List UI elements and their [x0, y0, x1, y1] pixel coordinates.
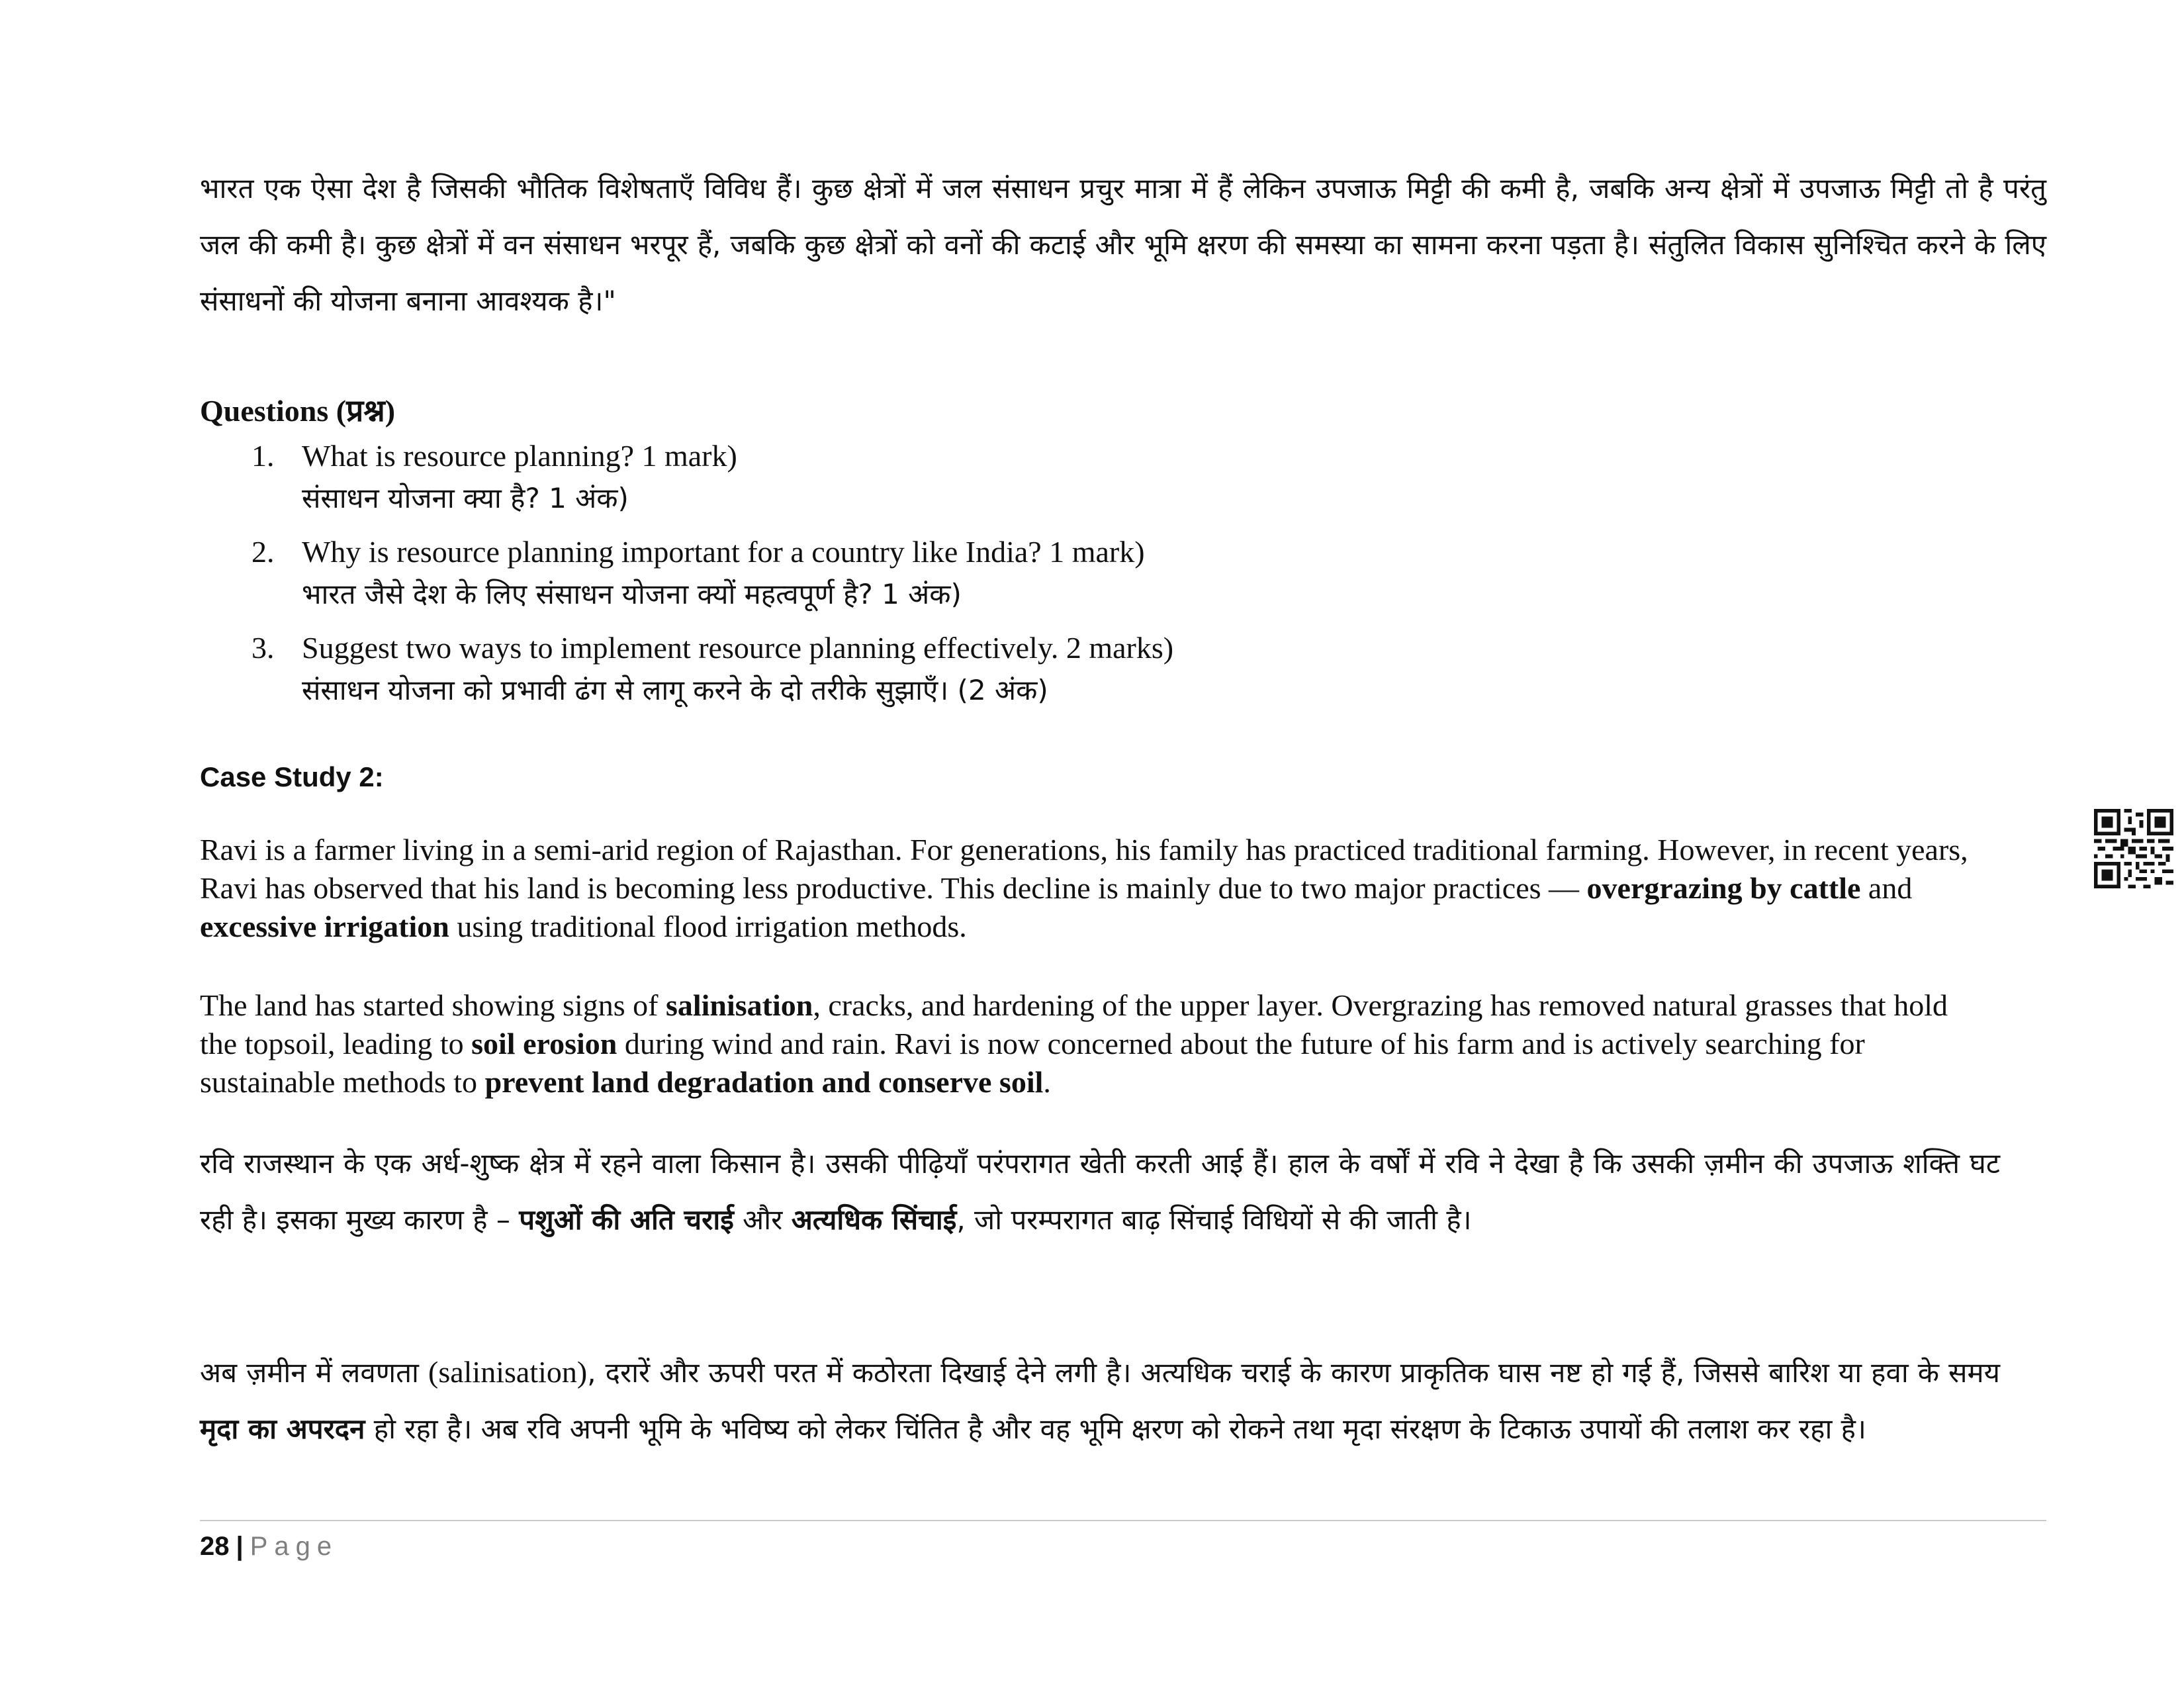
bold-run: soil erosion	[471, 1027, 617, 1060]
text-run: , cracks, and hardening of the upper layer. Overgrazing has removed natural grasses that hold the topsoil, leading to	[200, 988, 1948, 1060]
questions-heading-close: )	[385, 394, 396, 428]
bold-run: अत्यधिक सिंचाई	[791, 1203, 957, 1236]
case-study-paragraph-hi-1	[200, 1135, 2000, 1248]
question-hi-text: भारत जैसे देश के लिए संसाधन योजना क्यों महत्वपूर्ण है?	[302, 578, 873, 610]
footer-divider	[200, 1520, 2046, 1521]
questions-list	[251, 437, 1173, 725]
text-run: , जो परम्परागत बाढ़ सिंचाई विधियों से की जाती है।	[956, 1203, 1472, 1236]
questions-heading-en: Questions (	[200, 394, 347, 428]
page-number: 28	[200, 1532, 230, 1561]
question-text-en: Why is resource planning important for a country like India? 1 mark)	[302, 535, 1145, 569]
text-run: रवि राजस्थान के एक अर्ध-शुष्क क्षेत्र में रहने वाला किसान है। उसकी पीढ़ियाँ परंपरागत खेती करती आई हैं। हाल के वर्षों में रवि ने देखा है कि उसकी ज़मीन की उपजाऊ शक्ति घट रही है। इसका मुख्य कारण है –	[200, 1147, 2000, 1236]
bold-run: prevent land degradation and conserve soil	[484, 1065, 1044, 1099]
question-item	[251, 629, 1173, 714]
questions-heading-hi: प्रश्न	[346, 393, 385, 428]
questions-heading	[200, 391, 395, 431]
question-item	[251, 437, 1173, 522]
page-separator: |	[236, 1532, 244, 1561]
text-run: .	[1043, 1065, 1051, 1099]
question-number: 1.	[251, 439, 275, 473]
question-text-en: Suggest two ways to implement resource planning effectively. 2 marks)	[302, 631, 1174, 665]
question-hi-text: संसाधन योजना को प्रभावी ढंग से लागू करने के दो तरीके सुझाएँ।	[302, 674, 949, 706]
question-hi-mark: 1 अंक)	[872, 578, 962, 610]
question-text-hi	[302, 667, 1173, 714]
text-run: और	[733, 1203, 792, 1236]
case-study-heading: Case Study 2:	[200, 761, 384, 792]
case-study-paragraph-en-1	[200, 831, 1987, 946]
qr-code-icon	[2094, 809, 2173, 888]
question-hi-mark: 1 अंक)	[539, 482, 629, 514]
question-number: 3.	[251, 631, 275, 665]
text-run: हो रहा है। अब रवि अपनी भूमि के भविष्य को लेकर चिंतित है और वह भूमि क्षरण को रोकने तथा मृदा संरक्षण के टिकाऊ उपायों की तलाश कर रहा है।	[365, 1413, 1866, 1445]
page-label: Page	[250, 1532, 339, 1561]
text-run: during wind and rain. Ravi is now concerned about the future of his farm and is actively searching for sustainable methods to	[200, 1027, 1865, 1099]
question-number: 2.	[251, 535, 275, 569]
text-run: using traditional flood irrigation methods.	[449, 910, 967, 943]
bold-run: salinisation	[665, 988, 813, 1022]
bold-run: overgrazing by cattle	[1586, 871, 1861, 905]
question-text-hi	[302, 475, 1173, 522]
question-item	[251, 533, 1173, 618]
text-run: Ravi is a farmer living in a semi-arid region of Rajasthan. For generations, his family has practiced traditional farming. However, in recent years, Ravi has observed that his land is becoming less productive. This decline is mainly due to two major practices —	[200, 833, 1968, 905]
english-run: (salinisation)	[428, 1355, 588, 1389]
question-hi-text: संसाधन योजना क्या है?	[302, 482, 540, 514]
case-study-paragraph-en-2	[200, 986, 1987, 1102]
text-run: The land has started showing signs of	[200, 988, 666, 1022]
question-text-hi	[302, 571, 1173, 618]
intro-paragraph: भारत एक ऐसा देश है जिसकी भौतिक विशेषताएँ विविध हैं। कुछ क्षेत्रों में जल संसाधन प्रचुर मात्रा में हैं लेकिन उपजाऊ मिट्टी की कमी है, जबकि अन्य क्षेत्रों में उपजाऊ मिट्टी तो है परंतु जल की कमी है। कुछ क्षेत्रों में वन संसाधन भरपूर हैं, जबकि कुछ क्षेत्रों को वनों की कटाई और भूमि क्षरण की समस्या का सामना करना पड़ता है। संतुलित विकास सुनिश्चित करने के लिए संसाधनों की योजना बनाना आवश्यक है।"	[200, 172, 2046, 317]
page-footer	[200, 1528, 338, 1565]
case-study-paragraph-hi-2	[200, 1344, 2000, 1457]
question-text-en: What is resource planning? 1 mark)	[302, 439, 737, 473]
bold-run: excessive irrigation	[200, 910, 449, 943]
text-run: , दरारें और ऊपरी परत में कठोरता दिखाई देने लगी है। अत्यधिक चराई के कारण प्राकृतिक घास नष्ट हो गई हैं, जिससे बारिश या हवा के समय	[587, 1356, 2000, 1389]
text-run: अब ज़मीन में लवणता	[200, 1356, 429, 1389]
bold-run: पशुओं की अति चराई	[519, 1203, 734, 1236]
question-hi-mark: (2 अंक)	[948, 674, 1048, 706]
text-run: and	[1860, 871, 1913, 905]
bold-run: मृदा का अपरदन	[200, 1413, 365, 1445]
